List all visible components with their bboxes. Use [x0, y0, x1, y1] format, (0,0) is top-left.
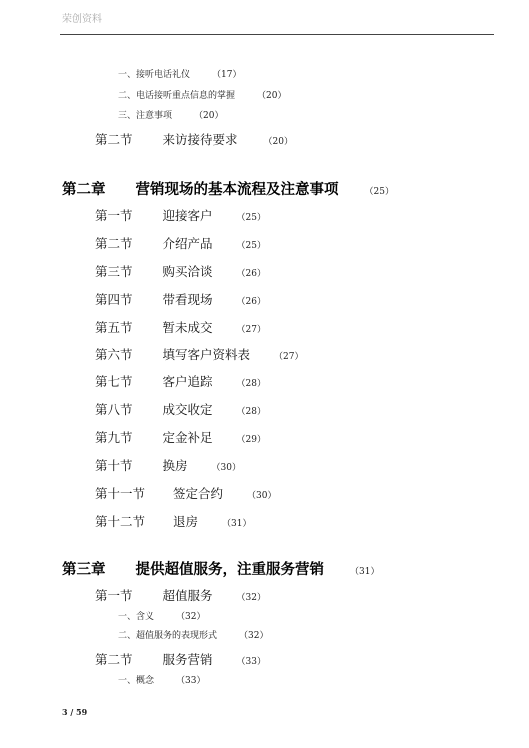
- toc-subitem-label: 三、注意事项: [118, 111, 173, 121]
- toc-page-number: （28）: [236, 407, 266, 417]
- toc-section-number: 第一节: [95, 588, 133, 603]
- toc-section-number: 第六节: [95, 347, 133, 362]
- toc-section: [95, 234, 266, 252]
- toc-page-number: （20）: [194, 111, 224, 121]
- toc-section-number: 第二节: [95, 132, 133, 147]
- page-indicator: 3 / 59: [62, 707, 88, 717]
- toc-subitem-label: 一、概念: [118, 676, 155, 686]
- toc-section-title: 带看现场: [162, 292, 213, 307]
- toc-section-number: 第五节: [95, 320, 133, 335]
- toc-page-number: （29）: [236, 435, 266, 445]
- toc-section-number: 第二节: [95, 236, 133, 251]
- toc-section: [95, 206, 266, 224]
- toc-page-number: （25）: [364, 187, 394, 197]
- toc-section-number: 第七节: [95, 374, 133, 389]
- toc-section-title: 签定合约: [173, 486, 224, 501]
- toc-page-number: （32）: [239, 631, 269, 641]
- toc-section-number: 第二节: [95, 652, 133, 667]
- toc-page-number: （33）: [176, 676, 206, 686]
- toc-section: [95, 586, 266, 604]
- toc-subitem-label: 一、含义: [118, 612, 155, 622]
- toc-section-number: 第十一节: [95, 486, 146, 501]
- toc-section-title: 成交收定: [162, 402, 213, 417]
- toc-chapter-title: 提供超值服务，注重服务营销: [135, 562, 324, 578]
- toc-section: [95, 318, 266, 336]
- toc-section-title: 介绍产品: [162, 236, 213, 251]
- toc-section: [95, 290, 266, 308]
- toc-subitem: [118, 628, 268, 641]
- toc-page-number: （31）: [222, 519, 252, 529]
- toc-section-number: 第八节: [95, 402, 133, 417]
- toc-subitem-label: 一、接听电话礼仪: [118, 70, 191, 80]
- toc-section-title: 服务营销: [162, 652, 213, 667]
- toc-section: [95, 456, 241, 474]
- toc-page-number: （27）: [236, 325, 266, 335]
- toc-section: [95, 428, 266, 446]
- toc-chapter-number: 第三章: [62, 562, 106, 578]
- toc-section-title: 暂未成交: [162, 320, 213, 335]
- toc-page-number: （17）: [212, 70, 242, 80]
- toc-section-number: 第九节: [95, 430, 133, 445]
- toc-chapter-number: 第二章: [62, 182, 106, 198]
- toc-section: [95, 372, 266, 390]
- toc-section: [95, 650, 266, 668]
- toc-section-title: 客户追踪: [162, 374, 213, 389]
- toc-page-number: （25）: [236, 241, 266, 251]
- toc-page-number: （20）: [263, 137, 293, 147]
- toc-section: [95, 130, 293, 148]
- toc-chapter: [62, 558, 379, 579]
- toc-section-number: 第四节: [95, 292, 133, 307]
- toc-section-number: 第一节: [95, 208, 133, 223]
- toc-page-number: （33）: [236, 657, 266, 667]
- toc-section: [95, 345, 303, 363]
- toc-section-title: 填写客户资料表: [162, 347, 251, 362]
- toc-page-number: （31）: [350, 567, 380, 577]
- toc-section-title: 换房: [162, 458, 188, 473]
- toc-section-title: 迎接客户: [162, 208, 213, 223]
- toc-section-title: 定金补足: [162, 430, 213, 445]
- toc-page-number: （32）: [236, 593, 266, 603]
- toc-section-title: 购买洽谈: [162, 264, 213, 279]
- toc-page-number: （20）: [257, 91, 287, 101]
- toc-page-number: （26）: [236, 297, 266, 307]
- toc-section: [95, 262, 266, 280]
- toc-section-title: 来访接待要求: [162, 132, 238, 147]
- toc-section-number: 第十二节: [95, 514, 146, 529]
- toc-page-number: （30）: [247, 491, 277, 501]
- toc-section: [95, 400, 266, 418]
- toc-section: [95, 484, 276, 502]
- toc-section-number: 第十节: [95, 458, 133, 473]
- toc-section-number: 第三节: [95, 264, 133, 279]
- toc-subitem-label: 二、超值服务的表现形式: [118, 631, 218, 641]
- toc-section: [95, 512, 251, 530]
- header-brand: 荣创资料: [62, 14, 102, 25]
- toc-subitem: [118, 88, 286, 101]
- toc-page-number: （27）: [274, 352, 304, 362]
- header-divider: [60, 34, 494, 35]
- toc-subitem-label: 二、电话接听重点信息的掌握: [118, 91, 236, 101]
- toc-page-number: （32）: [176, 612, 206, 622]
- toc-section-title: 超值服务: [162, 588, 213, 603]
- toc-chapter-title: 营销现场的基本流程及注意事项: [135, 182, 339, 198]
- toc-page-number: （25）: [236, 213, 266, 223]
- toc-chapter: [62, 178, 394, 199]
- toc-page-number: （26）: [236, 269, 266, 279]
- toc-subitem: [118, 67, 241, 80]
- toc-section-title: 退房: [173, 514, 199, 529]
- toc-subitem: [118, 673, 205, 686]
- toc-subitem: [118, 609, 205, 622]
- toc-subitem: [118, 108, 223, 121]
- toc-page-number: （30）: [211, 463, 241, 473]
- toc-page-number: （28）: [236, 379, 266, 389]
